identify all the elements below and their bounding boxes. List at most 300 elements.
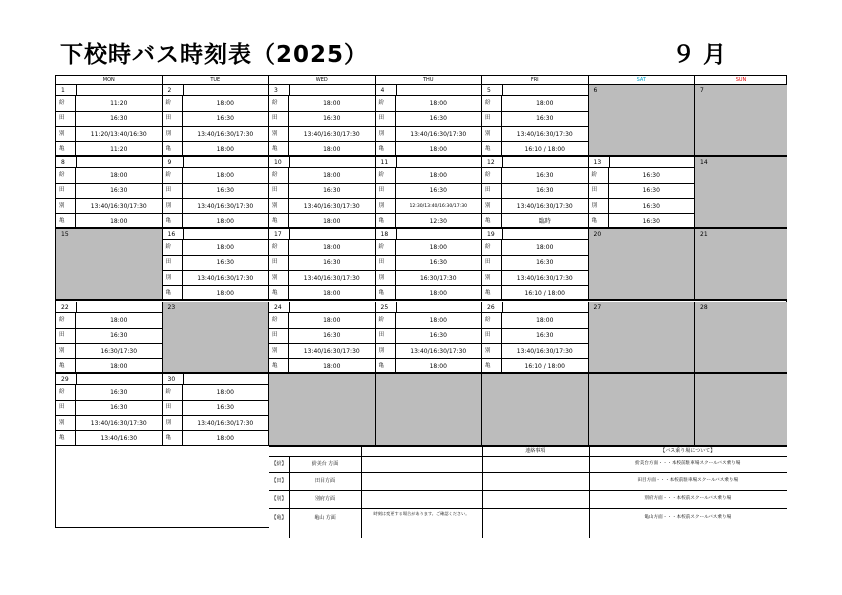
route-label: 紛 [482, 240, 502, 255]
departure-time: 16:30 [536, 187, 554, 195]
legend-grid-line [482, 446, 483, 538]
departure-time: 18:00 [429, 172, 447, 179]
departure-time: 16:30 [216, 259, 234, 267]
departure-time: 18:00 [216, 434, 234, 442]
route-label: 紛 [163, 385, 183, 400]
weekday-header-sun: SUN [695, 76, 787, 85]
schedule-row [482, 271, 588, 287]
day-cell [589, 157, 696, 229]
day-number: 24 [274, 304, 282, 311]
schedule-row [163, 168, 269, 184]
route-label: 田 [376, 183, 396, 198]
schedule-row [376, 344, 482, 360]
schedule-row [269, 240, 375, 256]
route-label: 紛 [163, 240, 183, 255]
route-label: 別 [269, 271, 289, 286]
day-cell [269, 302, 376, 374]
departure-time: 18:00 [323, 100, 341, 107]
day-number: 5 [487, 87, 491, 94]
day-number: 30 [167, 376, 176, 383]
day-cell [163, 302, 270, 374]
route-label: 亀 [269, 286, 289, 301]
day-cell [695, 85, 787, 157]
day-number: 27 [593, 304, 602, 311]
day-cell [695, 302, 787, 374]
route-label: 田 [56, 183, 76, 198]
departure-time: 18:00 [323, 317, 341, 324]
departure-time: 18:00 [323, 217, 341, 225]
schedule-row [482, 359, 588, 374]
route-label: 紛 [376, 168, 396, 183]
boarding-header: 【バス乗り場について】 [660, 448, 716, 454]
legend-key: 【紛】 [271, 461, 287, 467]
route-label: 田 [163, 400, 183, 415]
month-label: ９ 月 [672, 42, 727, 68]
departure-time: 16:30 [323, 115, 341, 123]
route-label: 紛 [56, 313, 76, 328]
schedule-row [56, 385, 162, 401]
route-label: 亀 [163, 286, 183, 301]
schedule-row [482, 199, 588, 215]
schedule-row [376, 328, 482, 344]
route-label: 亀 [163, 431, 183, 446]
departure-time: 18:00 [216, 172, 234, 179]
day-cell [269, 157, 376, 229]
day-header [482, 302, 588, 313]
route-label: 紛 [482, 313, 502, 328]
route-label: 田 [56, 400, 76, 415]
schedule-row [376, 286, 482, 301]
departure-time: 16:30 [216, 187, 234, 195]
schedule-row [56, 328, 162, 344]
departure-time: 18:00 [110, 172, 128, 179]
day-cell [56, 302, 163, 374]
departure-time: 13:40/16:30/17:30 [516, 347, 573, 355]
day-cell [163, 85, 270, 157]
schedule-row [482, 255, 588, 271]
schedule-row [56, 199, 162, 215]
departure-time: 11:20 [110, 145, 128, 153]
route-label: 別 [482, 199, 502, 214]
day-header [482, 85, 588, 96]
route-label: 田 [269, 111, 289, 126]
day-cell [269, 229, 376, 301]
schedule-row [376, 183, 482, 199]
day-header-divider [76, 302, 77, 313]
bus-timetable-calendar [55, 75, 787, 528]
day-header-divider [609, 157, 610, 168]
schedule-row [269, 359, 375, 374]
schedule-row [482, 168, 588, 184]
day-header-divider [396, 229, 397, 240]
day-number: 11 [380, 159, 389, 166]
route-label: 田 [376, 111, 396, 126]
schedule-row [163, 240, 269, 256]
route-label: 田 [376, 255, 396, 270]
departure-time: 16:30/17:30 [100, 347, 138, 355]
day-header-divider [76, 374, 77, 385]
schedule-row [163, 286, 269, 301]
day-number: 25 [380, 304, 389, 311]
schedule-row [376, 142, 482, 157]
departure-time: 18:00 [429, 100, 447, 107]
schedule-row [376, 359, 482, 374]
day-header-divider [502, 302, 503, 313]
departure-time: 13:40/16:30/17:30 [303, 202, 360, 210]
day-cell [376, 157, 483, 229]
schedule-row [376, 199, 482, 215]
day-header [56, 302, 162, 313]
route-label: 別 [163, 271, 183, 286]
day-cell [376, 229, 483, 301]
day-number: 26 [487, 304, 495, 311]
day-header-divider [76, 157, 77, 168]
route-label: 別 [269, 344, 289, 359]
day-header [376, 302, 482, 313]
legend-boarding-place: 田目方面・・・本校前駐車場スクールバス乗り場 [637, 478, 739, 483]
route-label: 紛 [376, 96, 396, 111]
day-header-divider [289, 302, 290, 313]
route-label: 亀 [376, 214, 396, 229]
day-cell [589, 302, 696, 374]
schedule-row [269, 183, 375, 199]
route-label: 田 [482, 328, 502, 343]
schedule-row [482, 344, 588, 360]
departure-time: 18:00 [110, 362, 128, 370]
day-header [163, 85, 269, 96]
route-label: 別 [269, 127, 289, 142]
day-cell [376, 85, 483, 157]
schedule-row [482, 96, 588, 112]
route-label: 別 [482, 344, 502, 359]
day-number: 23 [167, 304, 176, 311]
schedule-row [589, 214, 695, 229]
route-label: 別 [56, 127, 76, 142]
day-header [269, 85, 375, 96]
day-cell [482, 85, 589, 157]
day-header [163, 229, 269, 240]
departure-time: 16:30 [110, 115, 128, 123]
schedule-row [163, 183, 269, 199]
schedule-row [482, 286, 588, 301]
schedule-row [376, 271, 482, 287]
route-label: 別 [376, 127, 396, 142]
departure-time: 13:40/16:30/17:30 [90, 419, 147, 427]
day-number: 4 [380, 87, 385, 94]
route-label: 田 [163, 111, 183, 126]
legend-key: 【別】 [271, 496, 287, 502]
schedule-row [56, 183, 162, 199]
legend-key: 【亀】 [271, 515, 287, 521]
legend-boarding-place: 別府方面・・・本校前スクールバス乗り場 [644, 496, 732, 501]
schedule-row [56, 142, 162, 157]
schedule-row [163, 111, 269, 127]
route-label: 亀 [482, 142, 502, 157]
departure-time: 13:40/16:30/17:30 [303, 274, 360, 282]
day-number: 21 [700, 231, 708, 238]
route-label: 紛 [163, 96, 183, 111]
route-label: 紛 [376, 240, 396, 255]
departure-time: 16:30 [536, 332, 554, 340]
route-label: 亀 [163, 214, 183, 229]
departure-time: 18:00 [110, 317, 128, 324]
departure-time: 18:00 [536, 317, 554, 324]
day-number: 17 [274, 231, 282, 238]
departure-time: 13:40/16:30/17:30 [197, 419, 254, 427]
schedule-row [163, 431, 269, 446]
route-label: 田 [163, 255, 183, 270]
departure-time: 18:00 [429, 244, 447, 251]
schedule-row [163, 255, 269, 271]
day-number: 14 [700, 159, 708, 166]
departure-time: 16:30 [429, 115, 447, 123]
route-label: 紛 [163, 168, 183, 183]
route-label: 亀 [56, 431, 76, 446]
route-label: 亀 [482, 214, 502, 229]
day-number: 6 [593, 87, 598, 94]
day-header-divider [183, 374, 184, 385]
departure-time: 16:10 / 18:00 [524, 362, 565, 370]
departure-time: 13:40/16:30/17:30 [90, 202, 147, 210]
day-number: 2 [167, 87, 172, 94]
departure-time: 13:40/16:30/17:30 [197, 274, 254, 282]
schedule-row [163, 416, 269, 432]
schedule-row [376, 127, 482, 143]
route-label: 紛 [269, 240, 289, 255]
departure-time: 18:00 [323, 172, 341, 179]
schedule-row [376, 214, 482, 229]
legend-key: 【田】 [271, 478, 287, 484]
route-label: 亀 [56, 359, 76, 374]
day-number: 10 [274, 159, 282, 166]
departure-time: 16:30 [642, 202, 660, 210]
day-number: 18 [380, 231, 389, 238]
departure-time: 16:30 [642, 217, 660, 225]
departure-time: 16:30 [429, 332, 447, 340]
departure-time: 16:10 / 18:00 [524, 145, 565, 153]
schedule-row [269, 142, 375, 157]
schedule-row [163, 127, 269, 143]
day-header-divider [396, 302, 397, 313]
departure-time: 16:30 [642, 187, 660, 195]
day-header [589, 157, 695, 168]
schedule-row [376, 168, 482, 184]
day-header-divider [396, 85, 397, 96]
schedule-row [376, 111, 482, 127]
day-cell [376, 302, 483, 374]
schedule-row [56, 168, 162, 184]
day-header-divider [396, 157, 397, 168]
route-label: 別 [163, 416, 183, 431]
route-label: 田 [56, 111, 76, 126]
route-label: 別 [589, 199, 609, 214]
schedule-row [56, 416, 162, 432]
route-label: 田 [376, 328, 396, 343]
route-label: 別 [56, 199, 76, 214]
day-number: 15 [61, 231, 69, 238]
day-header [269, 157, 375, 168]
route-label: 紛 [56, 96, 76, 111]
route-label: 亀 [269, 359, 289, 374]
route-label: 紛 [376, 313, 396, 328]
route-label: 紛 [269, 313, 289, 328]
day-cell [695, 229, 787, 301]
departure-time: 16:30 [323, 187, 341, 195]
departure-time: 16:30 [110, 187, 128, 195]
departure-time: 16:30 [110, 404, 128, 412]
route-label: 紛 [56, 385, 76, 400]
legend-grid-line [361, 446, 362, 538]
schedule-row [269, 127, 375, 143]
day-header [269, 302, 375, 313]
departure-time: 18:00 [323, 289, 341, 297]
departure-time: 16:30 [642, 172, 660, 179]
departure-time: 18:00 [323, 362, 341, 370]
day-cell [482, 229, 589, 301]
day-header-divider [76, 85, 77, 96]
route-label: 紛 [269, 96, 289, 111]
schedule-row [56, 313, 162, 329]
day-number: 7 [700, 87, 704, 94]
day-header-divider [502, 157, 503, 168]
day-cell [376, 374, 483, 446]
route-label: 別 [56, 416, 76, 431]
route-label: 田 [482, 183, 502, 198]
route-label: 亀 [376, 359, 396, 374]
departure-time: 13:40/16:30/17:30 [516, 202, 573, 210]
departure-time: 16:30/17:30 [419, 274, 457, 282]
day-header [376, 85, 482, 96]
day-cell [269, 374, 376, 446]
route-label: 亀 [482, 286, 502, 301]
day-header-divider [183, 229, 184, 240]
route-label: 亀 [589, 214, 609, 229]
day-header [56, 157, 162, 168]
departure-time: 11:20/13:40/16:30 [90, 130, 147, 138]
day-number: 8 [61, 159, 65, 166]
day-header [376, 229, 482, 240]
day-number: 19 [487, 231, 495, 238]
departure-time: 18:00 [216, 389, 234, 396]
schedule-row [269, 344, 375, 360]
departure-time: 臨時 [538, 217, 551, 225]
schedule-row [482, 328, 588, 344]
route-label: 亀 [56, 142, 76, 157]
weekday-header-thu: THU [376, 76, 483, 85]
departure-time: 16:30 [536, 259, 554, 267]
departure-time: 16:30 [216, 404, 234, 412]
route-label: 田 [269, 183, 289, 198]
weekday-header-wed: WED [269, 76, 376, 85]
route-label: 亀 [269, 142, 289, 157]
departure-time: 16:30 [536, 172, 554, 179]
schedule-row [376, 255, 482, 271]
day-number: 12 [487, 159, 495, 166]
departure-time: 18:00 [216, 289, 234, 297]
day-number: 13 [593, 159, 602, 166]
day-cell [589, 85, 696, 157]
departure-time: 13:40/16:30/17:30 [303, 347, 360, 355]
departure-time: 16:30 [110, 332, 128, 340]
departure-time: 11:20 [110, 100, 128, 107]
day-cell [482, 302, 589, 374]
route-label: 亀 [376, 286, 396, 301]
schedule-row [269, 271, 375, 287]
day-cell [163, 374, 270, 446]
departure-time: 13:40/16:30/17:30 [197, 130, 254, 138]
departure-time: 18:00 [216, 145, 234, 153]
departure-time: 18:00 [536, 244, 554, 251]
legend-route-name: 紛美台 方面 [311, 461, 339, 467]
schedule-row [56, 359, 162, 374]
schedule-row [269, 328, 375, 344]
schedule-row [269, 168, 375, 184]
route-label: 亀 [376, 142, 396, 157]
departure-time: 12:30/13:40/16:30/17:30 [409, 203, 468, 209]
route-label: 田 [56, 328, 76, 343]
schedule-row [589, 199, 695, 215]
schedule-row [482, 183, 588, 199]
schedule-row [56, 127, 162, 143]
day-header-divider [183, 85, 184, 96]
departure-time: 16:30 [110, 389, 128, 396]
legend-boarding-place: 紛美台方面・・・本校前駐車場スクールバス乗り場 [635, 461, 741, 466]
schedule-row [269, 313, 375, 329]
departure-time: 18:00 [536, 100, 554, 107]
route-label: 亀 [269, 214, 289, 229]
day-cell [482, 374, 589, 446]
departure-time: 18:00 [216, 244, 234, 251]
route-label: 紛 [482, 96, 502, 111]
departure-time: 13:40/16:30/17:30 [303, 130, 360, 138]
schedule-row [56, 96, 162, 112]
schedule-row [589, 183, 695, 199]
day-header [56, 85, 162, 96]
day-number: 3 [274, 87, 278, 94]
departure-time: 16:30 [323, 332, 341, 340]
day-cell [695, 374, 787, 446]
schedule-row [269, 199, 375, 215]
day-number: 16 [167, 231, 176, 238]
day-cell [482, 157, 589, 229]
schedule-row [482, 111, 588, 127]
day-header [482, 157, 588, 168]
day-number: 9 [167, 159, 172, 166]
schedule-row [376, 96, 482, 112]
departure-time: 16:30 [429, 187, 447, 195]
schedule-row [269, 111, 375, 127]
day-cell [56, 229, 163, 301]
weekday-header-mon: MON [56, 76, 163, 85]
legend-boarding-place: 亀山方面・・・本校前スクールバス乗り場 [644, 515, 732, 520]
legend-route-name: 別府方面 [314, 496, 335, 502]
legend-note: 時刻は変更する場合があります。ご確認ください。 [373, 511, 470, 516]
route-label: 田 [269, 255, 289, 270]
route-label: 別 [482, 271, 502, 286]
route-label: 別 [376, 344, 396, 359]
route-label: 亀 [482, 359, 502, 374]
departure-time: 13:40/16:30/17:30 [410, 347, 467, 355]
day-cell [56, 85, 163, 157]
schedule-row [482, 240, 588, 256]
day-header-divider [289, 229, 290, 240]
weekday-header-sat: SAT [589, 76, 696, 85]
day-header [163, 374, 269, 385]
departure-time: 18:00 [429, 317, 447, 324]
departure-time: 18:00 [429, 145, 447, 153]
route-label: 田 [269, 328, 289, 343]
schedule-row [376, 240, 482, 256]
